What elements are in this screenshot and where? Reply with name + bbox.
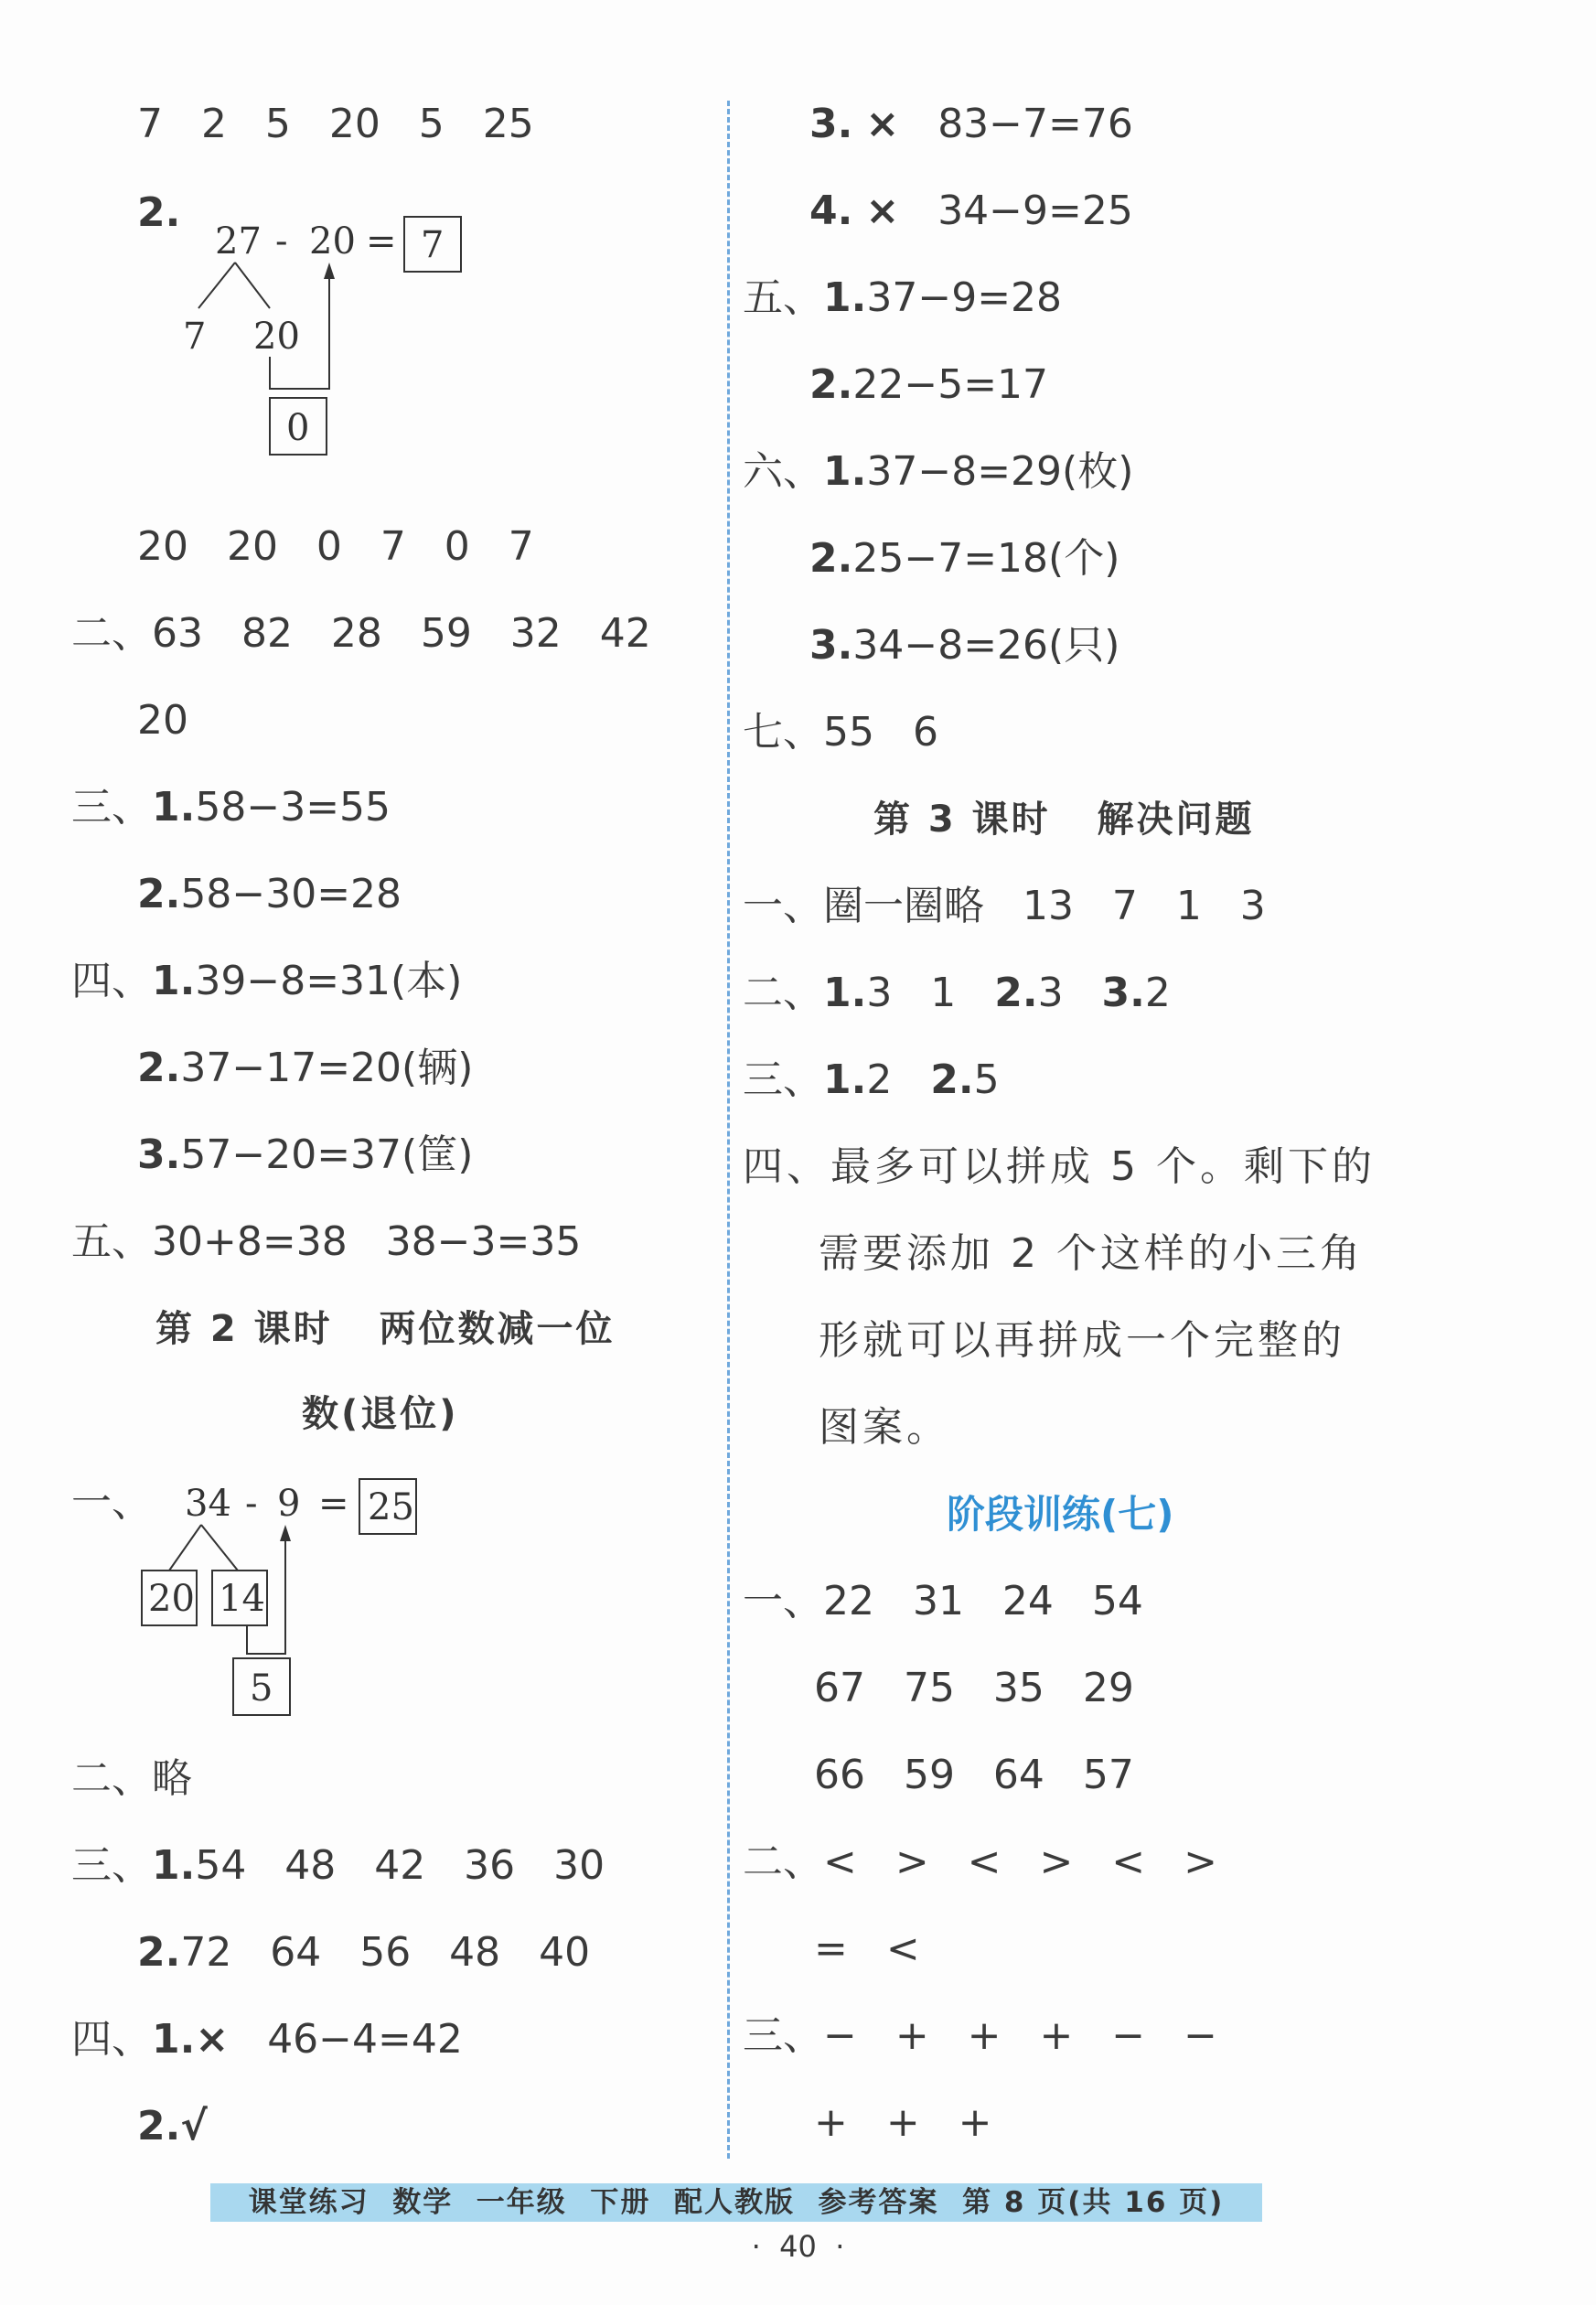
item-label: 2. [137,189,181,236]
answer-line: 一、22 31 24 54 [743,1578,1143,1624]
diagram-minuend: 34 [185,1483,231,1525]
arrow-head [324,263,335,279]
stage-training-heading: 阶段训练(七) [947,1492,1174,1537]
answer-line: 二、63 82 28 59 32 42 [71,610,651,657]
diagram-op: - [245,1483,258,1525]
answer-line: + + + [814,2099,992,2146]
answer-line: 三、− + + + − − [743,2012,1217,2059]
answer-line: 二、< > < > < > [743,1839,1217,1885]
page-number: · 40 · [751,2229,845,2264]
diagram-subtrahend: 20 [309,220,356,263]
answer-line: 七、55 6 [743,709,938,756]
answer-line: 六、1.37−8=29(枚) [743,448,1134,495]
answer-line: 四、1.39−8=31(本) [71,958,463,1004]
answer-line: 三、1.54 48 42 36 30 [71,1842,605,1889]
answer-line: 20 [137,697,188,744]
answer-line: 二、1.3 1 2.3 3.2 [743,970,1171,1016]
diagram-subresult: 5 [250,1667,273,1710]
answer-line: 四、1.× 46−4=42 [71,2016,463,2063]
answer-line: 3.57−20=37(筐) [137,1131,474,1178]
diagram-equals: = [318,1483,349,1525]
diagram-subresult: 0 [286,407,310,449]
answer-line: 4. × 34−9=25 [809,188,1133,234]
answer-line: 7 2 5 20 5 25 [137,101,534,147]
answer-line: 2.58−30=28 [137,871,402,917]
answer-line: 二、略 [71,1755,192,1802]
section-heading: 第 2 课时 两位数减一位 [155,1308,616,1350]
answer-line: 2.72 64 56 48 40 [137,1929,591,1976]
subtraction-diagram-1 [178,206,489,471]
answer-line: 四、最多可以拼成 5 个。剩下的 [743,1143,1376,1190]
section-heading: 第 3 课时 解决问题 [873,799,1255,841]
diagram-split-a: 20 [148,1578,195,1620]
footer-banner: 课堂练习 数学 一年级 下册 配人教版 参考答案 第 8 页(共 16 页) [210,2183,1262,2222]
answer-line: 2.37−17=20(辆) [137,1045,474,1091]
split-line [169,1525,201,1571]
column-divider [727,101,730,2159]
arrow-head [280,1525,291,1541]
subtraction-diagram-2 [137,1468,448,1729]
answer-line: 20 20 0 7 0 7 [137,523,534,570]
section-heading: 数(退位) [302,1393,459,1435]
answer-line: 三、1.58−3=55 [71,784,391,831]
answer-line: 三、1.2 2.5 [743,1056,1000,1103]
diagram-minuend: 27 [215,220,262,263]
answer-line: 一、圈一圈略 13 7 1 3 [743,883,1266,929]
diagram-result: 25 [368,1486,414,1528]
split-line [235,263,270,308]
answer-line: 一、 [71,1479,152,1526]
answer-line: 五、30+8=38 38−3=35 [71,1218,582,1265]
answer-line: 2.22−5=17 [809,361,1049,408]
diagram-result: 7 [421,224,445,266]
left-column [0,0,723,2195]
answer-line: 形就可以再拼成一个完整的 [819,1317,1345,1364]
answer-line: 67 75 35 29 [814,1665,1134,1711]
answer-line: 2.√ [137,2103,208,2150]
split-line [201,1525,238,1571]
answer-line: = < [814,1925,920,1972]
answer-line: 3. × 83−7=76 [809,101,1133,147]
diagram-split-b: 14 [219,1578,265,1620]
split-line [198,263,235,308]
answer-line: 2.25−7=18(个) [809,535,1120,582]
diagram-split-b: 20 [253,316,300,358]
answer-line: 3.34−8=26(只) [809,622,1120,669]
answer-line: 五、1.37−9=28 [743,274,1063,321]
diagram-equals: = [366,220,397,263]
answer-line: 需要添加 2 个这样的小三角 [819,1230,1364,1277]
diagram-op: - [275,220,288,263]
answer-line: 图案。 [819,1404,950,1451]
right-column [732,0,1596,2195]
diagram-split-a: 7 [183,316,207,358]
diagram-subtrahend: 9 [277,1483,301,1525]
answer-line: 66 59 64 57 [814,1752,1134,1798]
